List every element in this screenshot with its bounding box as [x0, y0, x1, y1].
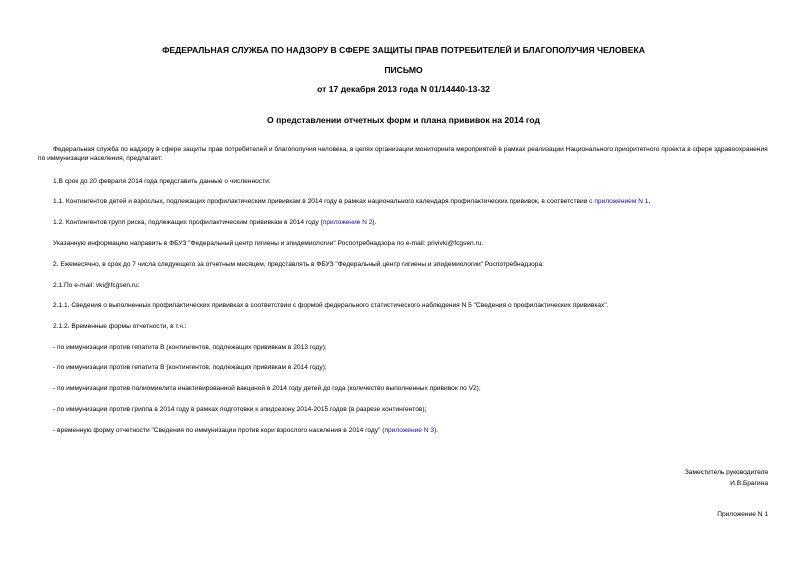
document-subject: О представлении отчетных форм и плана прививок на 2014 год	[267, 115, 540, 125]
agency-title: ФЕДЕРАЛЬНАЯ СЛУЖБА ПО НАДЗОРУ В СФЕРЕ ЗАЩИТЫ ПРАВ ПОТРЕБИТЕЛЕЙ И БЛАГОПОЛУЧИЯ ЧЕЛОВЕКА	[162, 45, 645, 55]
paragraph-2-1-1: 2.1.1. Сведения о выполненных профилактических прививках в соответствии с формой федерального статистического наблюдения N 5 "Сведения о профилактических прививках".	[53, 302, 609, 309]
document-type: ПИСЬМО	[384, 65, 423, 75]
bullet-polio: - по иммунизации против полиомиелита инактивированной вакциной в 2014 году детей до года (количество выполненных прививок по V2);	[53, 385, 481, 392]
info-paragraph: Указанную информацию направить в ФБУЗ "Федеральный центр гигиены и эпидемиологии" Роспотребнадзора по e-mail: privivki@fcgsen.ru.	[53, 240, 484, 247]
bullet-measles-end: ).	[434, 427, 439, 434]
appendix-label: Приложение N 1	[717, 511, 768, 518]
paragraph-1-2	[53, 218, 376, 227]
bullet-influenza: - по иммунизации против гриппа в 2014 году в рамках подготовки к эпидсезону 2014-2015 годов (в разрезе контингентов);	[53, 406, 427, 413]
signature-name: И.В.Брагина	[730, 480, 768, 487]
paragraph-1-1-text: 1.1. Контингентов детей и взрослых, подлежащих профилактическим прививкам в 2014 году в рамках национального календаря профилактических прививок, в соответствии с	[53, 198, 595, 205]
paragraph-1-2-text: 1.2. Контингентов групп риска, подлежащих профилактическим прививкам в 2014 году (	[53, 219, 323, 226]
paragraph-1: 1.В срок до 20 февраля 2014 года представить данные о численности:	[53, 178, 271, 185]
paragraph-1-1	[53, 197, 650, 206]
appendix-1-link[interactable]: приложением N 1	[594, 198, 649, 205]
bullet-hepatitis-2014: - по иммунизации против гепатита В (контингентов, подлежащих прививкам в 2014 году);	[53, 364, 327, 371]
paragraph-2-1-2: 2.1.2. Временные формы отчетности, в т.ч.:	[53, 323, 187, 330]
paragraph-2-1: 2.1.По e-mail: vki@fcgsen.ru:	[53, 282, 140, 289]
signature-position: Заместитель руководителя	[684, 469, 768, 476]
bullet-measles-text: - временную форму отчетности "Сведения по иммунизации против кори взрослого населения в 2014 году" (	[53, 427, 385, 434]
paragraph-2: 2. Ежемесячно, в срок до 7 числа следующего за отчетным месяцем, представлять в ФБУЗ "Федеральный центр гигиены и эпидемиологии" Роспотребнадзора:	[53, 261, 544, 268]
paragraph-1-2-end: ).	[372, 219, 377, 226]
appendix-3-link[interactable]: приложение N 3	[384, 427, 435, 434]
paragraph-1-1-end: .	[648, 198, 651, 205]
intro-paragraph: Федеральная служба по надзору в сфере защиты прав потребителей и благополучия человека, в целях организации мониторинга мероприятий в рамках реализации Национального приоритетного проекта в сфере здравоохранения по иммунизации населения, предлагает:	[38, 146, 768, 163]
bullet-hepatitis-2013: - по иммунизации против гепатита В (контингентов, подлежащих прививкам в 2013 году);	[53, 344, 327, 351]
document-date-number: от 17 декабря 2013 года N 01/14440-13-32	[317, 84, 490, 94]
bullet-measles	[53, 426, 438, 435]
appendix-2-link[interactable]: приложение N 2	[322, 219, 373, 226]
